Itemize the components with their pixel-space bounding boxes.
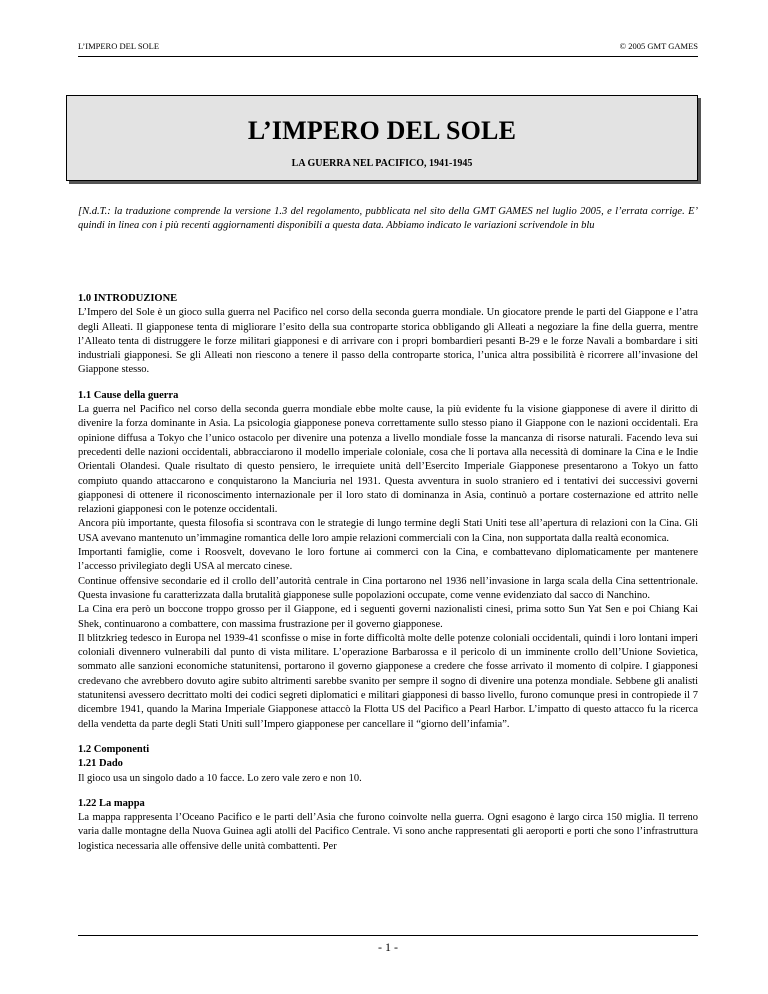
causes-paragraph-5: La Cina era però un boccone troppo grosso per il Giappone, ed i seguenti governi nazionalisti cinesi, prima sotto Sun Yat Sen e poi Chiang Kai Shek, continuarono a combattere, con massima frustrazione per il governo giapponese. — [78, 604, 698, 630]
body-text — [78, 292, 698, 854]
document-subtitle: LA GUERRA NEL PACIFICO, 1941-1945 — [291, 158, 473, 169]
dice-heading: 1.21 Dado — [78, 758, 123, 770]
map-paragraph: La mappa rappresenta l’Oceano Pacifico e le parti dell’Asia che furono coinvolte nella guerra. Ogni esagono è largo circa 150 miglia. Il terreno varia dalle montagne della Nuova Guinea agli atolli del Pacifico Centrale. Vi sono anche rappresentati gli aeroporti e porti che sono l’infrastruttura logistica necessaria alle offensive delle unità combattenti. Per — [78, 812, 698, 852]
intro-heading: 1.0 INTRODUZIONE — [78, 293, 178, 304]
title-box — [66, 95, 698, 181]
causes-paragraph-3: Importanti famiglie, come i Roosvelt, dovevano le loro fortune ai commerci con la Cina, e combattevano diplomaticamente per mantenere l’accesso privilegiato degli USA al mercato cinese. — [78, 547, 698, 573]
header-copyright: © 2005 GMT GAMES — [619, 41, 698, 51]
causes-paragraph-4: Continue offensive secondarie ed il crollo dell’autorità centrale in Cina portarono nel 1936 nell’invasione in larga scala della Cina settentrionale. Questa invasione fu caratterizzata dalla brutalità giapponese sulle popolazioni occupate, come venne evidenziato dal sacco di Nanchino. — [78, 575, 698, 601]
causes-paragraph-6: Il blitzkrieg tedesco in Europa nel 1939-41 sconfisse o mise in forte difficoltà molte delle potenze coloniali occidentali, quindi i loro lontani imperi coloniali divennero vulnerabili dal punto di vista militare. L’operazione Barbarossa e il pericolo di un imminente crollo dell’Unione Sovietica, sommato alle sanzioni economiche statunitensi, portarono il governo giapponese a credere che fosse arrivato il momento di colpire. I giapponesi credevano che avrebbero dovuto agire subito altrimenti sarebbe svanito per sempre il sogno di divenire una potenza mondiale. Sebbene gli analisti statunitensi avessero decrittato molti dei codici segreti diplomatici e militari giapponesi di basso livello, furono comunque presi in contropiede il 7 dicembre 1941, quando la Marina Imperiale Giapponese attaccò la Flotta US del Pacifico a Pearl Harbor. L’impatto di questo attacco fu la ricerca della vendetta da parte degli Stati Uniti sull’Impero giapponese per cancellare il “giorno dell’infamia”. — [78, 632, 698, 730]
causes-paragraph-1: La guerra nel Pacifico nel corso della seconda guerra mondiale ebbe molte cause, la più evidente fu la visione giapponese di avere il diritto di divenire la forza dominante in Asia. La psicologia giapponese poneva correttamente sullo stesso piano il Giappone con le nazioni occidentali. Era opinione diffusa a Tokyo che l’unico ostacolo per divenire una potenza a livello mondiale fosse la mancanza di risorse naturali. Facendo leva sui precedenti delle nazioni occidentali, abbracciarono il modello imperiale coloniale, cosa che li portava alla necessità di dominare la Cina e le Indie Orientali Olandesi. Quale risultato di questo pensiero, le irrequiete unità dell’Esercito Imperiale Giapponese presentarono a Tokyo un fatto compiuto quando attaccarono e conquistarono la Manciuria nel 1931. Questa avventura in suolo straniero ed i tentativi dei successivi governi giapponesi di ottenere il riconoscimento internazionale per il loro stato di dominanza in Asia, continuò a portare costernazione ed attrito nelle relazioni giapponesi con le potenze occidentali. — [78, 404, 698, 516]
page-number: - 1 - — [78, 935, 698, 955]
document-title: L’IMPERO DEL SOLE — [247, 116, 517, 145]
header-title: L’IMPERO DEL SOLE — [78, 41, 160, 51]
intro-paragraph: L’Impero del Sole è un gioco sulla guerra nel Pacifico nel corso della seconda guerra mondiale. Un giocatore prende le parti del Giappone e l’atra degli Alleati. Il giapponese tenta di migliorare l’esito della sua controparte storica obbligando gli Alleati a negoziare la fine della guerra, mentre l’Alleato tenta di distruggere le forze militari giapponesi e di arrivare con i propri bombardieri pesanti B-29 e le forze Navali a bombardare i siti industriali giapponesi. Se gli Alleati non riescono a tenere il passo della controparte storica, l’unica altra possibilità è ricorrere all’invasione del Giappone stesso. — [78, 307, 698, 376]
causes-heading: 1.1 Cause della guerra — [78, 389, 179, 401]
components-heading: 1.2 Componenti — [78, 743, 150, 755]
map-heading: 1.22 La mappa — [78, 797, 145, 809]
dice-paragraph: Il gioco usa un singolo dado a 10 facce. Lo zero vale zero e non 10. — [78, 772, 362, 784]
causes-paragraph-2: Ancora più importante, questa filosofia si scontrava con le strategie di lungo termine degli Stati Uniti tese all’apertura di relazioni con la Cina. Gli USA avevano mantenuto un’immagine romantica delle loro ampie relazioni commerciali con la Cina, non supportata dalla realtà economica. — [78, 518, 698, 544]
translator-note: [N.d.T.: la traduzione comprende la versione 1.3 del regolamento, pubblicata nel sito della GMT GAMES nel luglio 2005, e l’errata corrige. E’ quindi in linea con i più recenti aggiornamenti disponibili a questa data. Abbiamo indicato le variazioni scrivendole in blu — [78, 206, 698, 232]
running-header — [78, 40, 698, 57]
